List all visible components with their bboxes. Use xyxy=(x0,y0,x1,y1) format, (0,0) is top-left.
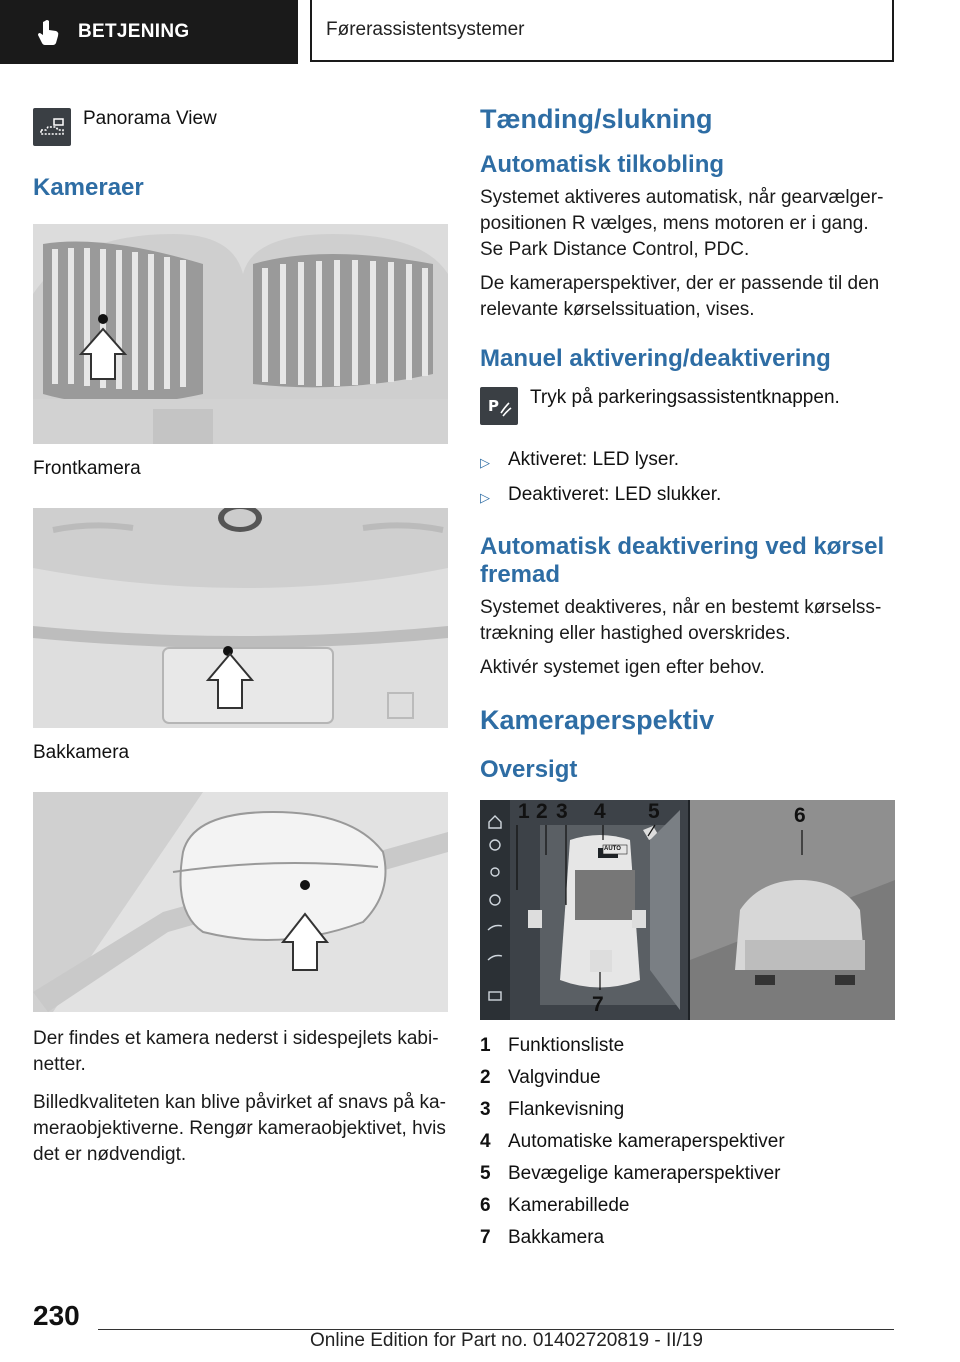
list-item: 5 Bevægelige kameraperspektiver xyxy=(480,1163,781,1184)
right-column xyxy=(480,90,895,1254)
panorama-row xyxy=(33,108,448,146)
list-item: 6 Kamerabillede xyxy=(480,1195,630,1216)
triangle-bullet-icon: ▷ xyxy=(480,490,490,505)
camera-view-screen xyxy=(480,800,895,1020)
legend-list xyxy=(480,1030,895,1254)
svg-text:P: P xyxy=(488,397,499,415)
section-label: BETJENING xyxy=(78,21,190,42)
hand-pointer-icon xyxy=(34,17,64,47)
manual-heading: Manuel aktivering/deaktivering xyxy=(480,345,831,372)
panorama-view-label: Panorama View xyxy=(83,108,217,129)
kameraer-heading: Kameraer xyxy=(33,174,144,201)
list-item: 4 Automatiske kameraperspektiver xyxy=(480,1131,785,1152)
list-item: ▷ Aktiveret: LED lyser. xyxy=(480,447,895,476)
parking-assist-button-icon xyxy=(480,387,518,425)
list-item: 2 Valgvindue xyxy=(480,1067,601,1088)
header-section-tab xyxy=(0,0,298,64)
auto-off-paragraph-2: Aktivér systemet igen efter behov. xyxy=(480,657,765,678)
front-camera-caption: Frontkamera xyxy=(33,458,141,479)
press-button-row xyxy=(480,387,895,425)
auto-on-paragraph-1: Systemet aktiveres automatisk, når gearvælgerpositionen R vælges, mens motoren er i gang. Se Park Distance Control, PDC. xyxy=(480,187,884,260)
screen-callout-1: 1 xyxy=(518,800,530,823)
oversigt-heading: Oversigt xyxy=(480,756,578,783)
screen-callout-4: 4 xyxy=(594,800,606,823)
screen-callout-7: 7 xyxy=(592,993,604,1016)
kameraperspektiv-heading: Kameraperspektiv xyxy=(480,705,715,735)
panorama-view-icon xyxy=(33,108,71,146)
image-quality-paragraph: Billedkvaliteten kan blive påvirket af snavs på kameraobjektiverne. Rengør kameraobjektivet, hvis det er nødvendigt. xyxy=(33,1092,446,1165)
list-item: 7 Bakkamera xyxy=(480,1227,605,1248)
list-item: 3 Flankevisning xyxy=(480,1099,625,1120)
rear-camera-caption: Bakkamera xyxy=(33,742,130,763)
front-camera-photo xyxy=(33,224,448,444)
mirror-camera-paragraph: Der findes et kamera nederst i sidespejlets kabinetter. xyxy=(33,1028,439,1075)
edition-footer: Online Edition for Part no. 01402720819 - II/19 xyxy=(310,1330,703,1351)
left-column xyxy=(33,90,448,1168)
screen-callout-2: 2 xyxy=(536,800,548,823)
auto-on-heading: Automatisk tilkobling xyxy=(480,151,725,178)
chapter-title: Førerassistentsystemer xyxy=(310,0,894,62)
press-button-text: Tryk på parkeringsassistentknappen. xyxy=(530,387,840,408)
activation-bullets xyxy=(480,447,895,511)
screen-callout-6: 6 xyxy=(794,804,806,827)
triangle-bullet-icon: ▷ xyxy=(480,455,490,470)
list-item: ▷ Deaktiveret: LED slukker. xyxy=(480,482,895,511)
auto-badge: AUTO xyxy=(604,846,621,852)
auto-on-paragraph-2: De kameraperspektiver, der er passende til den relevante kørselssituation, vises. xyxy=(480,273,880,320)
screen-callout-5: 5 xyxy=(648,800,660,823)
rear-camera-photo xyxy=(33,508,448,728)
auto-off-paragraph-1: Systemet deaktiveres, når en bestemt kørselsstrækning eller hastighed overskrides. xyxy=(480,597,882,644)
auto-off-heading: Automatisk deaktivering ved kørsel fremad xyxy=(480,533,885,588)
page-number: 230 xyxy=(33,1300,80,1331)
mirror-camera-photo xyxy=(33,792,448,1012)
screen-callout-3: 3 xyxy=(556,800,568,823)
list-item: 1 Funktionsliste xyxy=(480,1035,625,1056)
taending-heading: Tænding/slukning xyxy=(480,104,713,134)
